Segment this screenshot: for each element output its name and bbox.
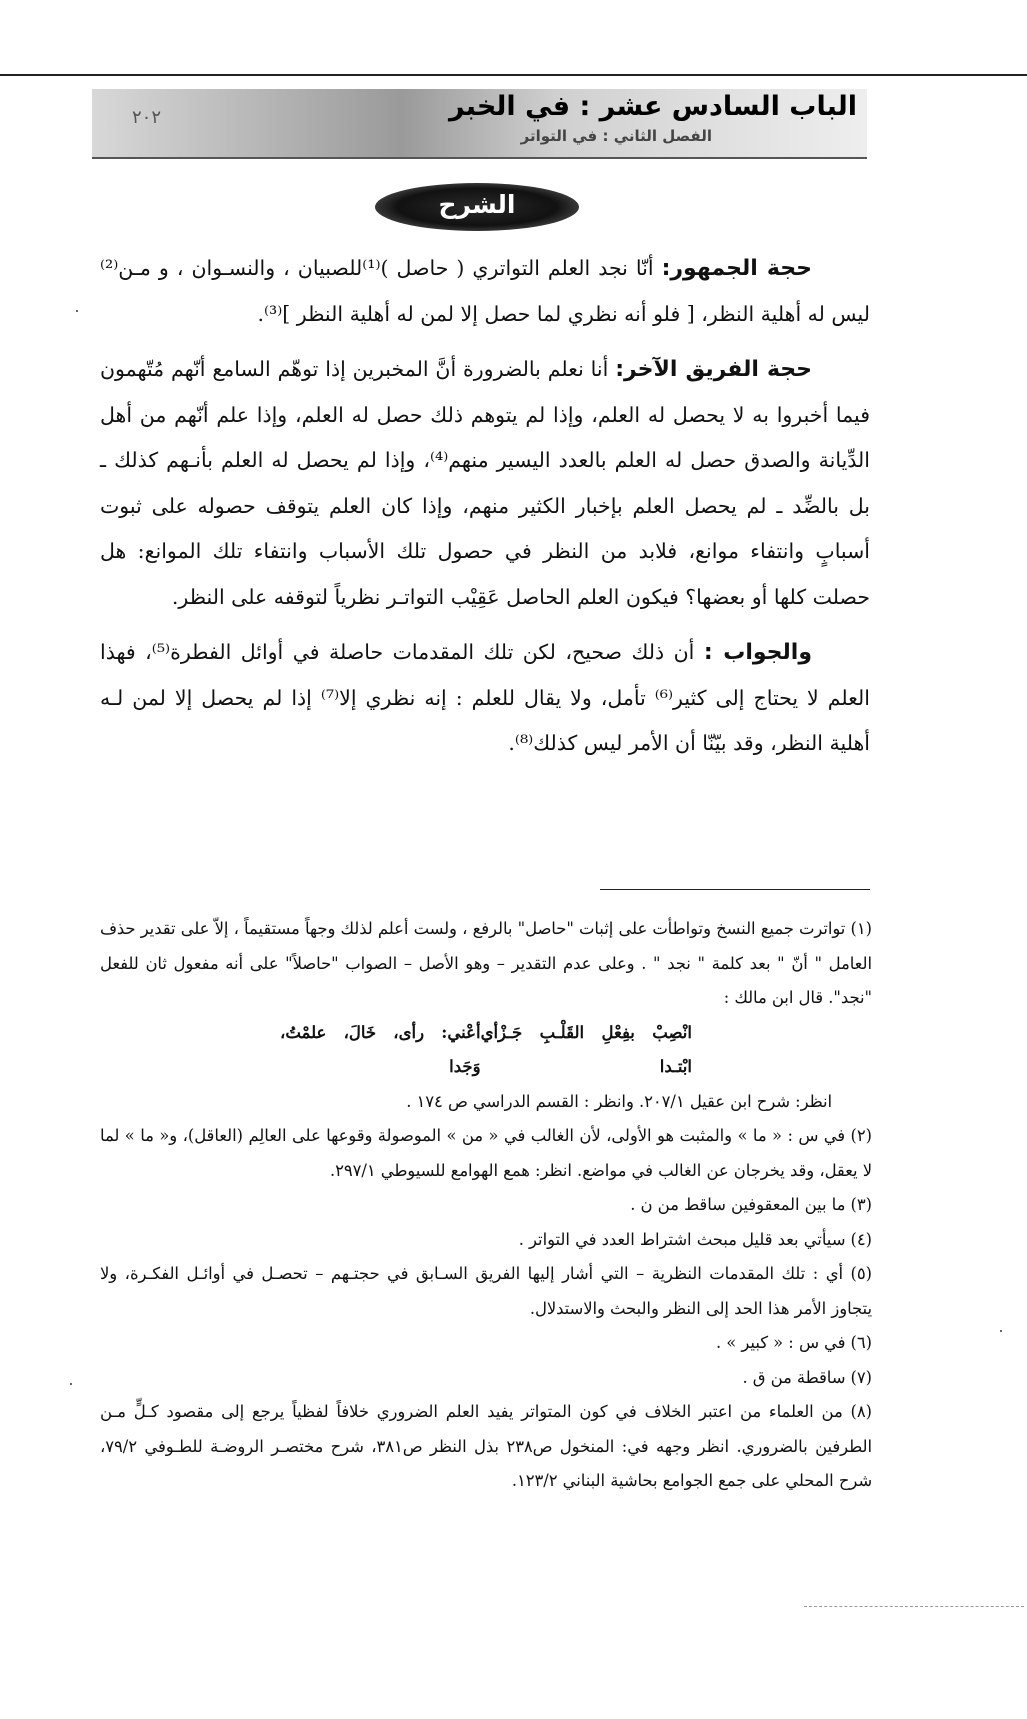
scan-artifact-dot — [70, 1383, 72, 1385]
footnote-1: (١) تواترت جميع النسخ وتواطأت على إثبات "حاصل" بالرفع ، ولست أعلم لذلك وجهاً مستقيماً ، إلاّ على تقدير حذف العامل " أنّ " بعد كلمة " نجد " . وعلى عدم التقدير – وهو الأصل – الصواب "حاصلاً" على أنه مفعول ثان للفعل "نجد". قال ابن مالك : — [100, 919, 872, 1007]
paragraph-heading: حجة الفريق الآخر: — [615, 357, 812, 382]
section-title: الشرح — [438, 190, 516, 219]
paragraph — [100, 630, 870, 767]
footnote-3: (٣) ما بين المعقوفين ساقط من ن . — [630, 1195, 872, 1214]
paragraph-heading: حجة الجمهور: — [661, 256, 812, 281]
section-subtitle: الفصل الثاني : في التواتر — [520, 127, 712, 145]
paragraph-body: أنا نعلم بالضرورة أنَّ المخبرين إذا توهّم السامع أنّهم مُتّهمون فيما أخبروا به لا يحصل له العلم، وإذا لم يتوهم ذلك حصل له العلم، وإذا علم أنّهم من أهل الدِّيانة والصدق حصل له العلم بالعدد اليسير منهم⁽⁴⁾، وإذا لم يحصل له العلم بأنـهم كذلك ـ بل بالضِّد ـ لم يحصل العلم بإخبار الكثير منهم، وإذا كان العلم يتوقف حصوله على ثبوت أسبابٍ وانتفاء موانع، فلابد من النظر في حصول تلك الأسباب وانتفاء تلك الموانع: هل حصلت كلها أو بعضها؟ فيكون العلم الحاصل عَقِيْب التواتـر نظرياً لتوقفه على النظر. — [100, 357, 870, 609]
footnote-5: (٥) أي : تلك المقدمات النظرية – التي أشار إليها الفريق السـابق في حجتـهم – تحصـل في أوائـل الفكـرة، ولا يتجاوز الأمر هذا الحد إلى النظر والبحث والاستدلال. — [100, 1264, 872, 1318]
footnote-1-reference: انظر: شرح ابن عقيل ٢٠٧/١. وانظر : القسم الدراسي ص ١٧٤ . — [406, 1091, 832, 1111]
section-title-badge — [375, 183, 579, 231]
chapter-title: الباب السادس عشر : في الخبر — [449, 91, 857, 122]
footnote-separator — [600, 889, 870, 890]
verse-second-hemistich: أعْني: رأى، خَالَ، علمْتُ، وَجَدا — [280, 1022, 481, 1076]
scan-artifact-line — [804, 1606, 1024, 1608]
footnote-7: (٧) ساقطة من ق . — [742, 1367, 872, 1387]
footnote-4: (٤) سيأتي بعد قليل مبحث اشتراط العدد في التواتر . — [518, 1229, 872, 1249]
footnote-6: (٦) في س : « كبير » . — [715, 1333, 872, 1352]
paragraph-body: أنّا نجد العلم التواتري ( حاصل )⁽¹⁾للصبيان ، والنسـوان ، و مـن⁽²⁾ ليس له أهلية النظر، [ فلو أنه نظري لما حصل إلا لمن له أهلية النظر ]⁽³⁾. — [100, 256, 870, 326]
footnote-2: (٢) في س : « ما » والمثبت هو الأولى، لأن الغالب في « من » الموصولة وقوعها على العالِم (العاقل)، و« ما » لما لا يعقل، وقد يخرجان عن الغالب في مواضع. انظر: همع الهوامع للسيوطي ٢٩٧/١. — [100, 1126, 872, 1180]
scan-artifact-dot — [76, 310, 78, 312]
main-text — [100, 246, 870, 777]
paragraph — [100, 246, 870, 337]
poetry-verse — [100, 1016, 872, 1085]
paragraph-body: أن ذلك صحيح، لكن تلك المقدمات حاصلة في أوائل الفطرة⁽⁵⁾، فهذا العلم لا يحتاج إلى كثير⁽⁶⁾ تأمل، ولا يقال للعلم : إنه نظري إلا⁽⁷⁾ إذا لم يحصل إلا لمن لـه أهلية النظر، وقد بيّنّا أن الأمر ليس كذلك⁽⁸⁾. — [100, 640, 870, 755]
footnotes — [100, 912, 872, 1499]
top-rule — [0, 74, 1027, 76]
page-number: ٢٠٢ — [132, 107, 162, 128]
verse-first-hemistich: انْصِبْ بفِعْلِ القَلْـبِ جَـزْأي ابْتـدا — [480, 1022, 692, 1076]
paragraph-heading: والجواب : — [703, 640, 813, 665]
footnote-8: (٨) من العلماء من اعتبر الخلاف في كون المتواتر يفيد العلم الضروري خلافاً لفظياً يرجع إلى مقصود كـلٍّ مـن الطرفين بالضروري. انظر وجهه في: المنخول ص٢٣٨ بذل النظر ص٣٨١، شرح مختصـر الروضـة للطـوفي ٧٩/٢، شرح المحلي على جمع الجوامع بحاشية البناني ١٢٣/٢. — [100, 1402, 872, 1490]
page-header — [92, 89, 867, 159]
scan-artifact-dot — [1000, 1330, 1002, 1332]
paragraph — [100, 347, 870, 620]
